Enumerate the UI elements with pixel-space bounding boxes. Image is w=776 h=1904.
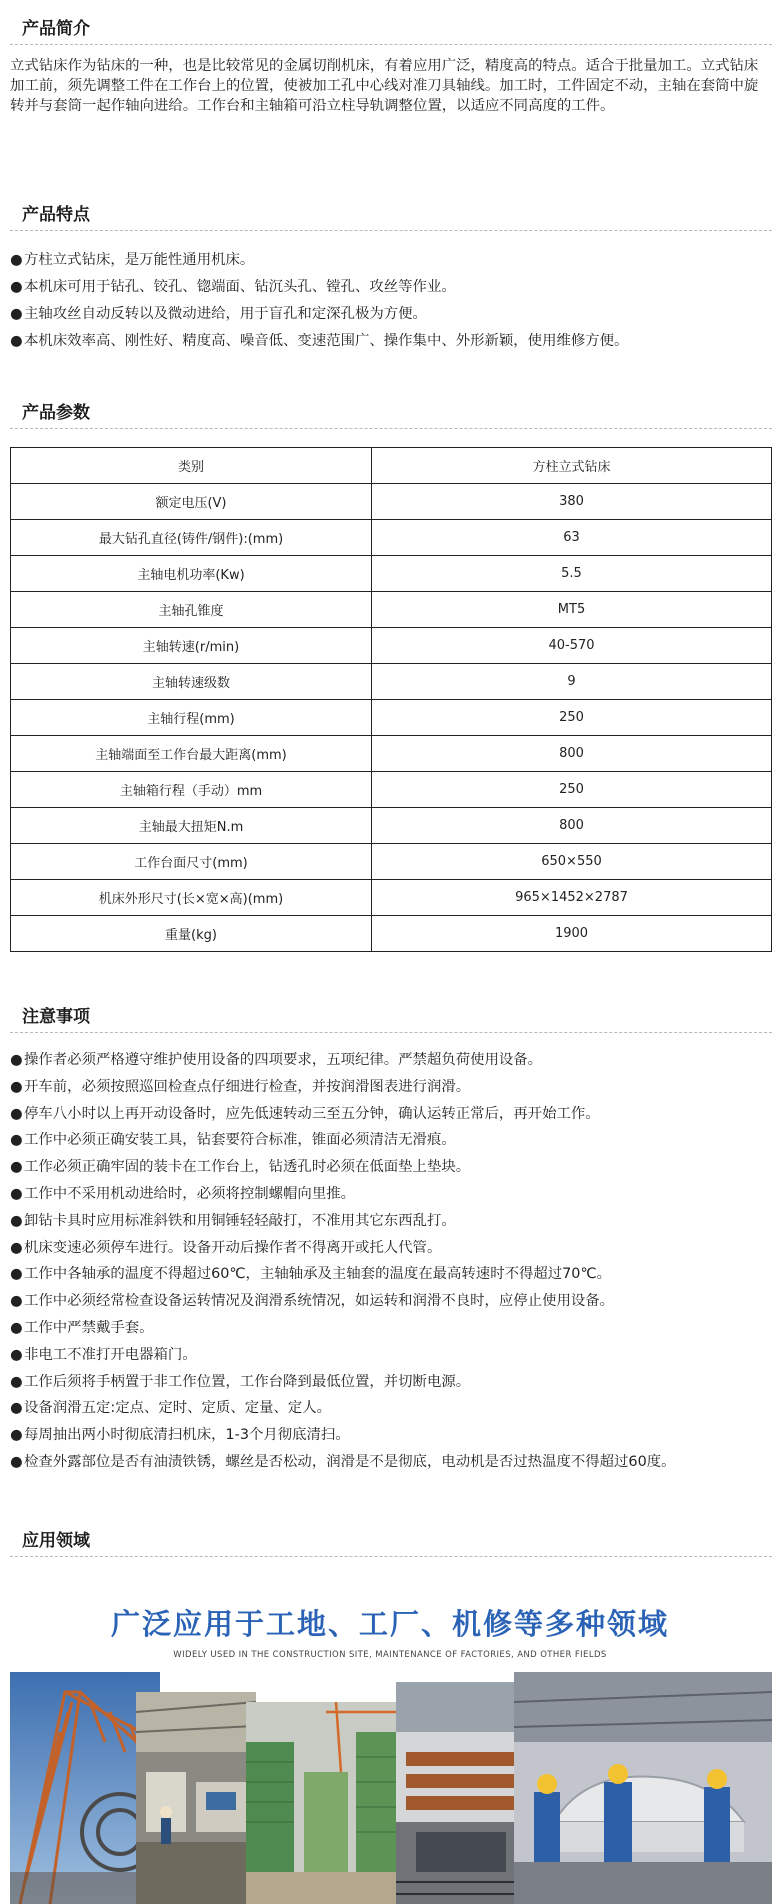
list-item — [10, 1395, 774, 1422]
list-item — [10, 1449, 774, 1476]
param-value: 650×550 — [372, 844, 772, 880]
list-item — [10, 1181, 774, 1208]
param-label: 机床外形尺寸(长×宽×高)(mm) — [11, 880, 372, 916]
table-row — [11, 700, 772, 736]
param-label: 主轴端面至工作台最大距离(mm) — [11, 736, 372, 772]
list-item — [10, 274, 774, 301]
list-item — [10, 1208, 774, 1235]
note-text: 操作者必须严格遵守维护使用设备的四项要求，五项纪律。严禁超负荷使用设备。 — [24, 1052, 543, 1068]
param-value: 40-570 — [372, 628, 772, 664]
params-section-header — [10, 398, 772, 429]
note-text: 卸钻卡具时应用标准斜铁和用铜锤轻轻敲打，不准用其它东西乱打。 — [24, 1212, 456, 1229]
param-value: 800 — [372, 736, 772, 772]
note-text: 工作中严禁戴手套。 — [24, 1319, 154, 1336]
bullet-icon: ● — [10, 333, 23, 349]
table-header-cell: 方柱立式钻床 — [372, 448, 772, 484]
list-item — [10, 1101, 774, 1128]
table-row — [11, 880, 772, 916]
construction-site-photo — [246, 1702, 406, 1904]
bullet-icon: ● — [10, 1132, 23, 1149]
section-marker — [10, 1530, 14, 1552]
param-label: 重量(kg) — [11, 916, 372, 952]
bullet-icon: ● — [10, 306, 23, 322]
note-text: 设备润滑五定:定点、定时、定质、定量、定人。 — [24, 1400, 332, 1417]
note-text: 每周抽出两小时彻底清扫机床，1-3个月彻底清扫。 — [24, 1427, 350, 1444]
intro-section-header — [10, 14, 772, 45]
bullet-icon: ● — [10, 1052, 23, 1068]
list-item — [10, 1154, 774, 1181]
param-value: 5.5 — [372, 556, 772, 592]
table-row — [11, 772, 772, 808]
bullet-icon: ● — [10, 1427, 23, 1444]
table-header-cell: 类别 — [11, 448, 372, 484]
param-value: 63 — [372, 520, 772, 556]
table-row — [11, 808, 772, 844]
note-text: 非电工不准打开电器箱门。 — [24, 1346, 197, 1363]
factory-workshop-photo — [136, 1692, 256, 1904]
section-marker — [10, 204, 14, 226]
bullet-icon: ● — [10, 1266, 23, 1283]
feature-text: 主轴攻丝自动反转以及微动进给，用于盲孔和定深孔极为方便。 — [24, 306, 427, 322]
section-marker — [10, 18, 14, 40]
param-label: 工作台面尺寸(mm) — [11, 844, 372, 880]
table-row — [11, 556, 772, 592]
note-text: 工作中各轴承的温度不得超过60℃，主轴轴承及主轴套的温度在最高转速时不得超过70℃。 — [24, 1266, 612, 1283]
param-label: 最大钻孔直径(铸件/钢件):(mm) — [11, 520, 372, 556]
params-table — [10, 447, 772, 952]
bullet-icon: ● — [10, 1346, 23, 1363]
application-banner — [8, 1592, 772, 1904]
note-text: 机床变速必须停车进行。设备开动后操作者不得离开或托人代管。 — [24, 1239, 442, 1256]
table-row — [11, 484, 772, 520]
table-row — [11, 916, 772, 952]
list-item — [10, 1422, 774, 1449]
application-section-header — [10, 1526, 772, 1557]
table-row — [11, 844, 772, 880]
car-assembly-photo — [514, 1672, 772, 1904]
param-label: 主轴电机功率(Kw) — [11, 556, 372, 592]
param-value: 1900 — [372, 916, 772, 952]
note-text: 工作中不采用机动进给时，必须将控制螺帽向里推。 — [24, 1185, 355, 1202]
list-item — [10, 1047, 774, 1074]
list-item — [10, 1342, 774, 1369]
list-item — [10, 1074, 774, 1101]
param-label: 额定电压(V) — [11, 484, 372, 520]
notes-section-title: 注意事项 — [22, 1007, 90, 1027]
intro-text: 立式钻床作为钻床的一种，也是比较常见的金属切削机床，有着应用广泛，精度高的特点。适合于批量加工。立式钻床加工前，须先调整工件在工作台上的位置，使被加工孔中心线对准刀具轴线。加工时，工件固定不动，主轴在套筒中旋转并与套筒一起作轴向进给。工作台和主轴箱可沿立柱导轨调整位置，以适应不同高度的工件。 — [10, 58, 759, 114]
feature-text: 方柱立式钻床，是万能性通用机床。 — [24, 252, 255, 268]
table-row — [11, 736, 772, 772]
section-marker — [10, 1006, 14, 1028]
banner-headline: 广泛应用于工地、工厂、机修等多种领域 — [110, 1607, 669, 1641]
param-value: 965×1452×2787 — [372, 880, 772, 916]
intro-section-title: 产品简介 — [22, 19, 90, 39]
notes-section-header — [10, 1002, 772, 1033]
param-value: 380 — [372, 484, 772, 520]
feature-text: 本机床可用于钻孔、铰孔、锪端面、钻沉头孔、镗孔、攻丝等作业。 — [24, 279, 456, 295]
list-item — [10, 1127, 774, 1154]
note-text: 工作中必须正确安装工具，钻套要符合标准，锥面必须清洁无滑痕。 — [24, 1132, 456, 1149]
bullet-icon: ● — [10, 1078, 23, 1095]
param-label: 主轴行程(mm) — [11, 700, 372, 736]
note-text: 工作后须将手柄置于非工作位置，工作台降到最低位置，并切断电源。 — [24, 1373, 471, 1390]
list-item — [10, 1288, 774, 1315]
bullet-icon: ● — [10, 1239, 23, 1256]
param-value: 800 — [372, 808, 772, 844]
table-row — [11, 592, 772, 628]
features-list — [10, 247, 774, 355]
bullet-icon: ● — [10, 1373, 23, 1390]
list-item — [10, 1315, 774, 1342]
param-value: 250 — [372, 772, 772, 808]
application-section-title: 应用领域 — [22, 1531, 90, 1551]
note-text: 工作必须正确牢固的装卡在工作台上，钻透孔时必须在低面垫上垫块。 — [24, 1159, 471, 1176]
features-section-title: 产品特点 — [22, 205, 90, 225]
features-section-header — [10, 200, 772, 231]
bullet-icon: ● — [10, 1185, 23, 1202]
bullet-icon: ● — [10, 1293, 23, 1310]
table-row — [11, 520, 772, 556]
note-text: 工作中必须经常检查设备运转情况及润滑系统情况，如运转和润滑不良时，应停止使用设备。 — [24, 1293, 615, 1310]
note-text: 开车前，必须按照巡回检查点仔细进行检查，并按润滑图表进行润滑。 — [24, 1078, 471, 1095]
feature-text: 本机床效率高、刚性好、精度高、噪音低、变速范围广、操作集中、外形新颖，使用维修方便。 — [24, 333, 629, 349]
list-item — [10, 247, 774, 274]
param-label: 主轴最大扭矩N.m — [11, 808, 372, 844]
param-value: MT5 — [372, 592, 772, 628]
param-label: 主轴转速(r/min) — [11, 628, 372, 664]
table-row — [11, 664, 772, 700]
bullet-icon: ● — [10, 1453, 23, 1470]
bullet-icon: ● — [10, 1319, 23, 1336]
param-value: 9 — [372, 664, 772, 700]
table-row — [11, 628, 772, 664]
param-value: 250 — [372, 700, 772, 736]
note-text: 检查外露部位是否有油渍铁锈，螺丝是否松动，润滑是不是彻底，电动机是否过热温度不得超过60度。 — [24, 1453, 676, 1470]
param-label: 主轴箱行程（手动）mm — [11, 772, 372, 808]
param-label: 主轴转速级数 — [11, 664, 372, 700]
table-header-row — [11, 448, 772, 484]
steel-production-photo — [396, 1682, 526, 1904]
list-item — [10, 301, 774, 328]
list-item — [10, 1369, 774, 1396]
section-marker — [10, 402, 14, 424]
bullet-icon: ● — [10, 1400, 23, 1417]
bullet-icon: ● — [10, 279, 23, 295]
banner-subheadline: WIDELY USED IN THE CONSTRUCTION SITE, MAINTENANCE OF FACTORIES, AND OTHER FIELDS — [173, 1650, 607, 1660]
note-text: 停车八小时以上再开动设备时，应先低速转动三至五分钟，确认运转正常后，再开始工作。 — [24, 1105, 600, 1122]
notes-list — [10, 1047, 774, 1476]
param-label: 主轴孔锥度 — [11, 592, 372, 628]
list-item — [10, 1261, 774, 1288]
bullet-icon: ● — [10, 252, 23, 268]
list-item — [10, 328, 774, 355]
bullet-icon: ● — [10, 1159, 23, 1176]
params-section-title: 产品参数 — [22, 403, 90, 423]
list-item — [10, 1235, 774, 1262]
bullet-icon: ● — [10, 1212, 23, 1229]
bullet-icon: ● — [10, 1105, 23, 1122]
